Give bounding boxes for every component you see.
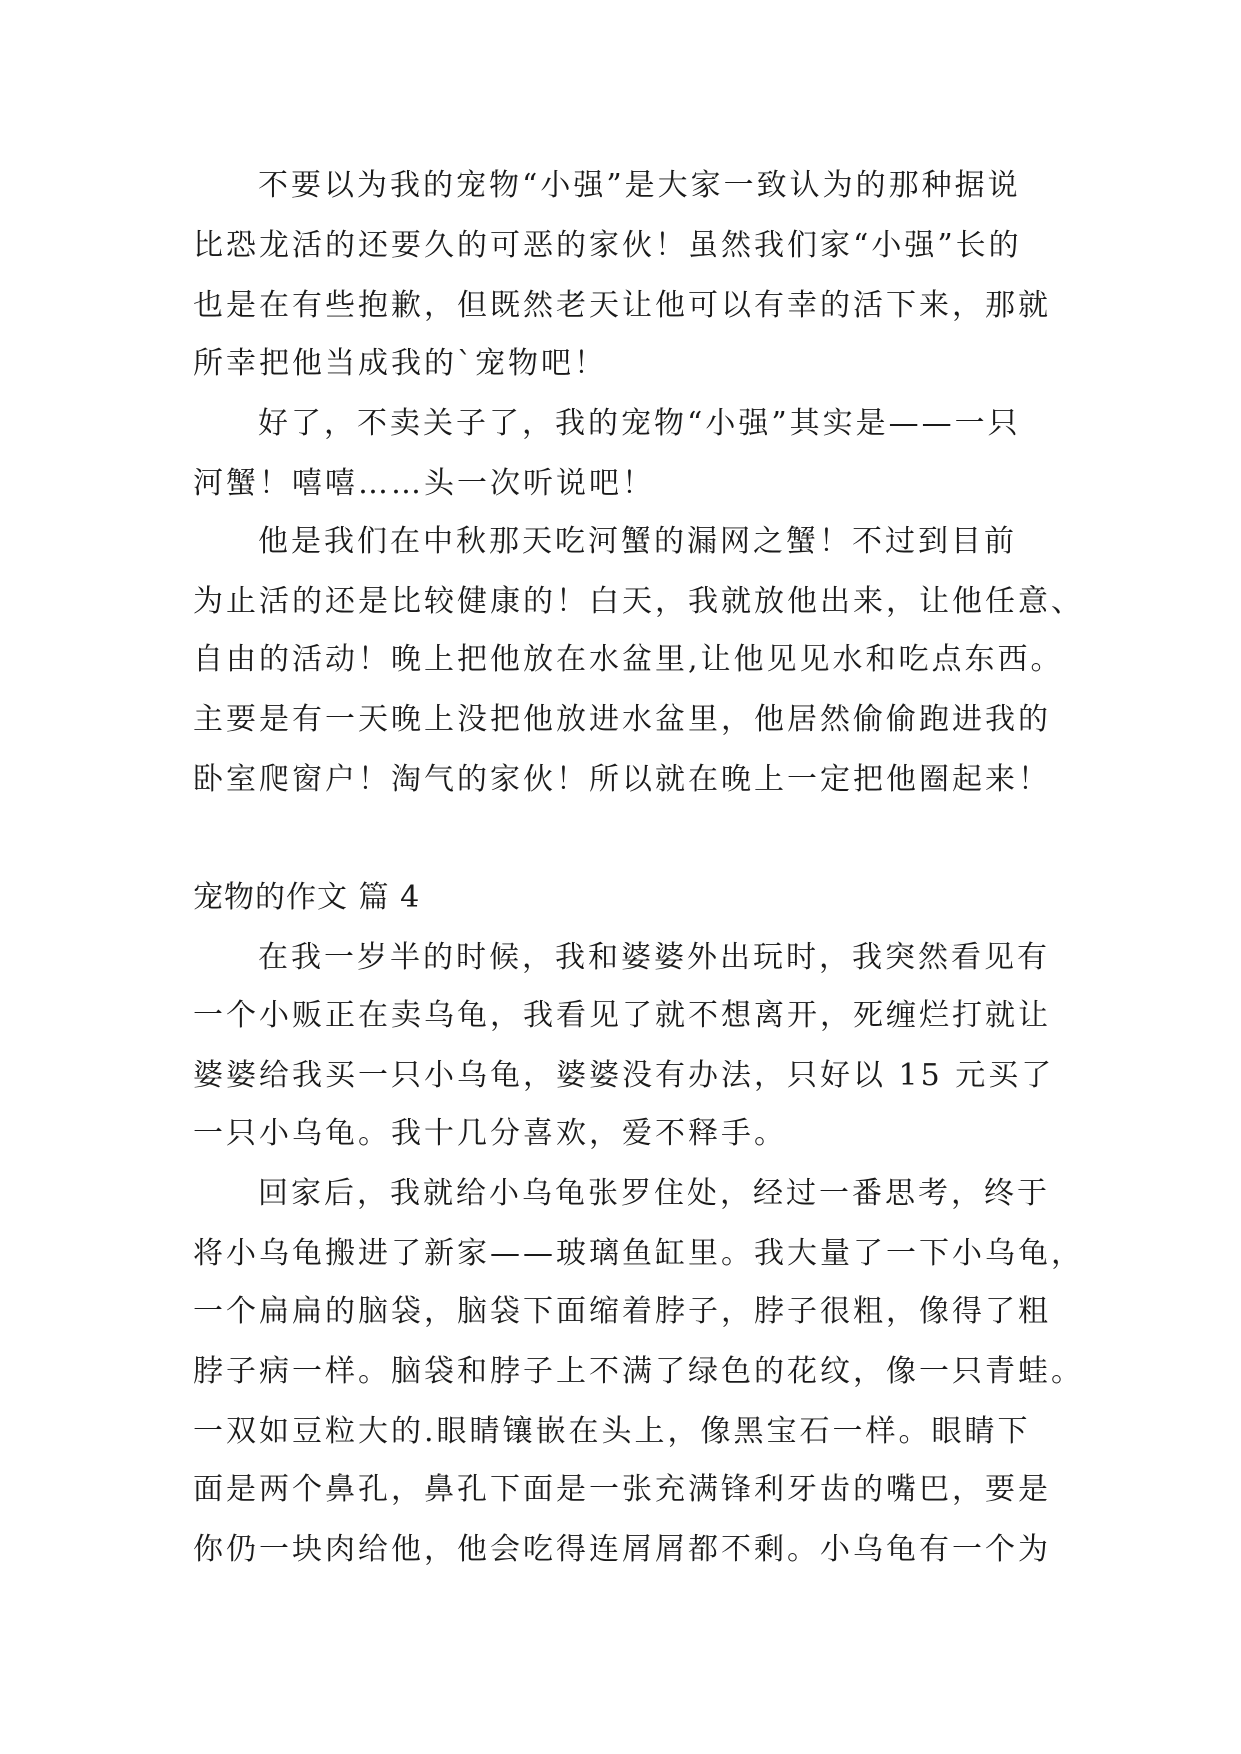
- paragraph-line: 将小乌龟搬进了新家——玻璃鱼缸里。我大量了一下小乌龟，: [193, 1236, 1084, 1271]
- paragraph-line: 一只小乌龟。我十几分喜欢，爱不释手。: [193, 1116, 787, 1151]
- paragraph-line: 他是我们在中秋那天吃河蟹的漏网之蟹！不过到目前: [258, 524, 1017, 559]
- paragraph-line: 不要以为我的宠物“小强”是大家一致认为的那种据说: [258, 168, 1021, 203]
- paragraph-line: 也是在有些抱歉，但既然老天让他可以有幸的活下来，那就: [193, 288, 1051, 323]
- paragraph-line: 比恐龙活的还要久的可恶的家伙！虽然我们家“小强”长的: [193, 228, 1022, 263]
- paragraph-line: 所幸把他当成我的`宠物吧！: [193, 346, 607, 381]
- paragraph-line: 婆婆给我买一只小乌龟，婆婆没有办法，只好以 15 元买了: [193, 1058, 1055, 1093]
- paragraph-line: 河蟹！嘻嘻……头一次听说吧！: [193, 466, 655, 501]
- paragraph-line: 好了，不卖关子了，我的宠物“小强”其实是——一只: [258, 406, 1021, 441]
- paragraph-line: 一个小贩正在卖乌龟，我看见了就不想离开，死缠烂打就让: [193, 998, 1051, 1033]
- paragraph-line: 在我一岁半的时候，我和婆婆外出玩时，我突然看见有: [258, 940, 1050, 975]
- paragraph-line: 面是两个鼻孔，鼻孔下面是一张充满锋利牙齿的嘴巴，要是: [193, 1472, 1051, 1507]
- paragraph-line: 为止活的还是比较健康的！白天，我就放他出来，让他任意、: [193, 584, 1084, 619]
- paragraph-line: 自由的活动！晚上把他放在水盆里,让他见见水和吃点东西。: [193, 642, 1064, 677]
- paragraph-line: 回家后，我就给小乌龟张罗住处，经过一番思考，终于: [258, 1176, 1050, 1211]
- paragraph-line: 一个扁扁的脑袋，脑袋下面缩着脖子，脖子很粗，像得了粗: [193, 1294, 1051, 1329]
- paragraph-line: 主要是有一天晚上没把他放进水盆里，他居然偷偷跑进我的: [193, 702, 1051, 737]
- paragraph-line: 卧室爬窗户！淘气的家伙！所以就在晚上一定把他圈起来！: [193, 762, 1051, 797]
- section-heading: 宠物的作文 篇 4: [193, 880, 421, 915]
- paragraph-line: 一双如豆粒大的.眼睛镶嵌在头上，像黑宝石一样。眼睛下: [193, 1414, 1031, 1449]
- paragraph-line: 脖子病一样。脑袋和脖子上不满了绿色的花纹，像一只青蛙。: [193, 1354, 1084, 1389]
- paragraph-line: 你仍一块肉给他，他会吃得连屑屑都不剩。小乌龟有一个为: [193, 1532, 1051, 1567]
